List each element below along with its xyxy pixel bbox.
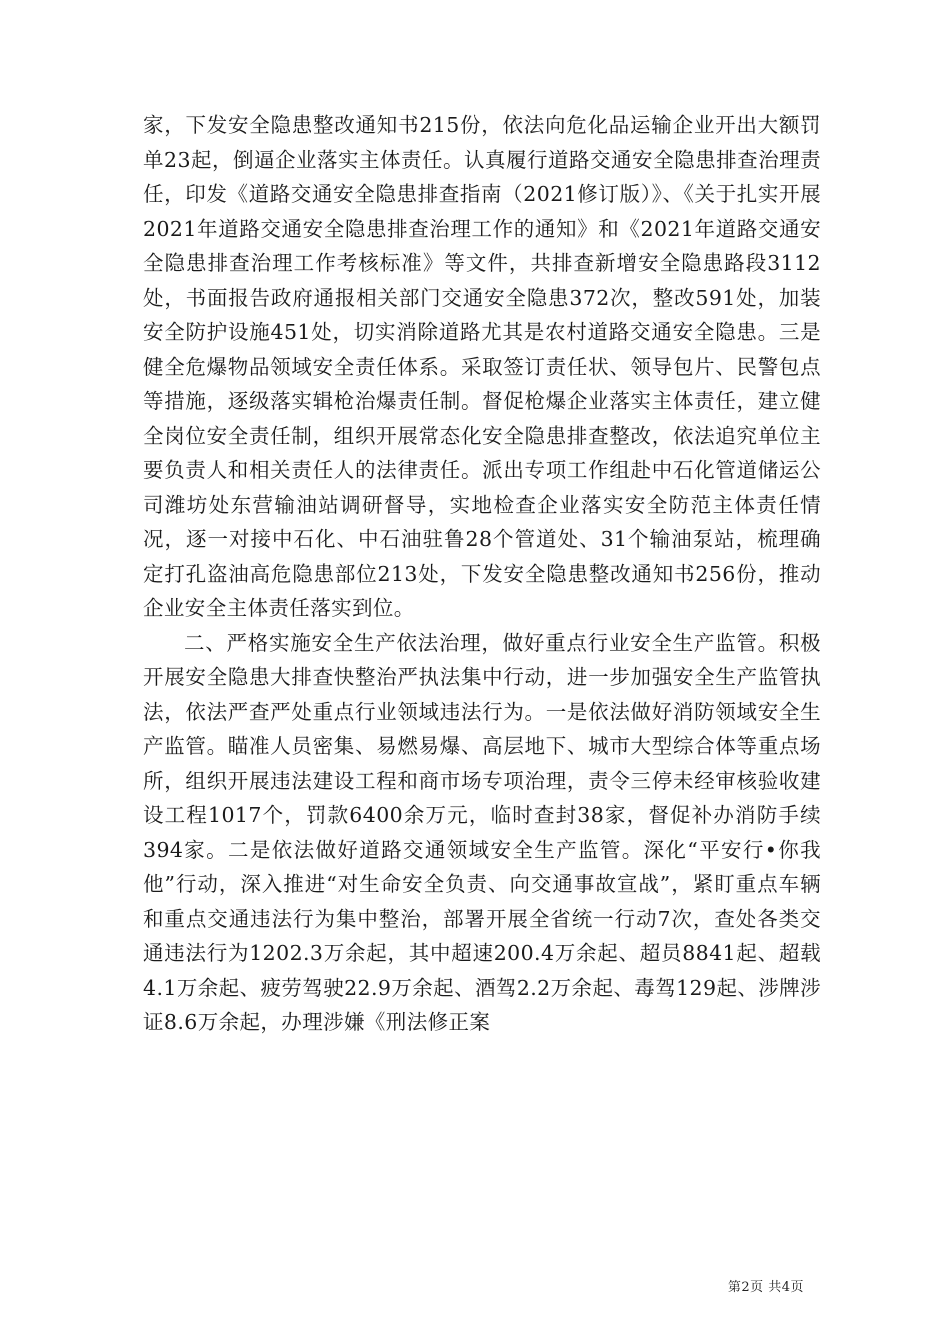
document-body — [143, 108, 821, 1040]
paragraph-continued: 家，下发安全隐患整改通知书215份，依法向危化品运输企业开出大额罚单23起，倒逼企业落实主体责任。认真履行道路交通安全隐患排查治理责任，印发《道路交通安全隐患排查指南（2021修订版）》、《关于扎实开展2021年道路交通安全隐患排查治理工作的通知》和《2021年道路交通安全隐患排查治理工作考核标准》等文件，共排查新增安全隐患路段3112处，书面报告政府通报相关部门交通安全隐患372次，整改591处，加装安全防护设施451处，切实消除道路尤其是农村道路交通安全隐患。三是健全危爆物品领域安全责任体系。采取签订责任状、领导包片、民警包点等措施，逐级落实辑枪治爆责任制。督促枪爆企业落实主体责任，建立健全岗位安全责任制，组织开展常态化安全隐患排查整改，依法追究单位主要负责人和相关责任人的法律责任。派出专项工作组赴中石化管道储运公司潍坊处东营输油站调研督导，实地检查企业落实安全防范主体责任情况，逐一对接中石化、中石油驻鲁28个管道处、31个输油泵站，梳理确定打孔盗油高危隐患部位213处，下发安全隐患整改通知书256份，推动企业安全主体责任落实到位。 — [143, 113, 821, 620]
page-number-footer: 第2页 共4页 — [727, 1280, 804, 1295]
paragraph-section-two: 二、严格实施安全生产依法治理，做好重点行业安全生产监管。积极开展安全隐患大排查快整治严执法集中行动，进一步加强安全生产监管执法，依法严查严处重点行业领域违法行为。一是依法做好消防领域安全生产监管。瞄准人员密集、易燃易爆、高层地下、城市大型综合体等重点场所，组织开展违法建设工程和商市场专项治理，责令三停未经审核验收建设工程1017个，罚款6400余万元，临时查封38家，督促补办消防手续394家。二是依法做好道路交通领域安全生产监管。深化“平安行•你我他”行动，深入推进“对生命安全负责、向交通事故宣战”，紧盯重点车辆和重点交通违法行为集中整治，部署开展全省统一行动7次，查处各类交通违法行为1202.3万余起，其中超速200.4万余起、超员8841起、超载4.1万余起、疲劳驾驶22.9万余起、酒驾2.2万余起、毒驾129起、涉牌涉证8.6万余起，办理涉嫌《刑法修正案 — [143, 630, 821, 1034]
